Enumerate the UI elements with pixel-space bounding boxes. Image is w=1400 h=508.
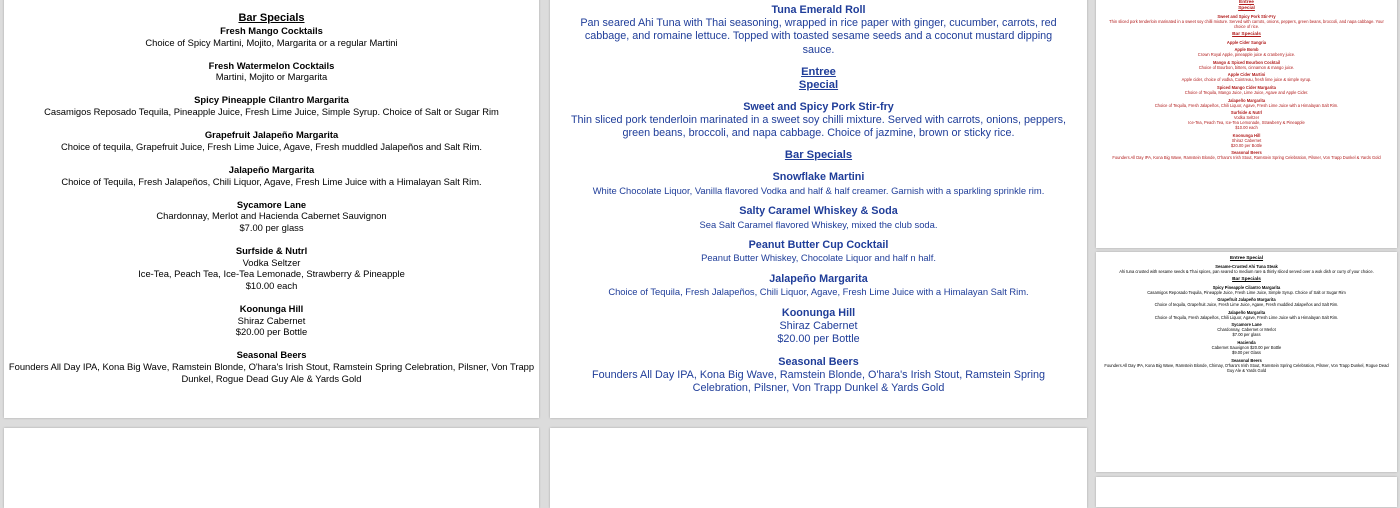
menu-item-desc: Casamigos Reposado Tequila, Pineapple Juice, Fresh Lime Juice, Simple Syrup. Choice of Salt or Sugar Rim: [1147, 289, 1346, 295]
menu-page-1: [4, 0, 539, 418]
entree-heading-line2: Special: [1238, 6, 1255, 11]
page-1-content: [4, 12, 539, 396]
menu-item: [4, 303, 539, 338]
menu-item-desc: Vodka Seltzer: [242, 256, 301, 268]
menu-item: [1104, 98, 1389, 108]
menu-item-name: Koonunga Hill: [1232, 132, 1261, 138]
menu-item-price: $10.00 each: [245, 280, 298, 292]
menu-item-desc: Vodka Seltzer: [1233, 115, 1260, 121]
bar-specials-list: [1104, 285, 1389, 373]
menu-item-name: Spicy Pineapple Cilantro Margarita: [1212, 284, 1281, 290]
page-2-content: [550, 4, 1087, 404]
bar-specials-list: [570, 171, 1067, 298]
menu-item-desc: Pan seared Ahi Tuna with Thai seasoning, wrapped in rice paper with ginger, cucumber, carrots, red cabbage, and romaine lettuce. Topped with toasted sesame seeds and a coconut mustard dipping sauce.: [580, 17, 1057, 56]
menu-item: [1104, 358, 1389, 373]
menu-item: [4, 60, 539, 83]
menu-item-name: Surfside & Nutrl: [1230, 110, 1263, 116]
menu-item-name: Seasonal Beers: [778, 355, 859, 368]
menu-item-name: Salty Caramel Whiskey & Soda: [739, 205, 898, 218]
menu-page-2: [550, 0, 1087, 418]
menu-item: [1104, 60, 1389, 70]
menu-item-desc: Thin sliced pork tenderloin marinated in a sweet soy chilli mixture. Served with carrots, onions, peppers, green beans, broccoli, and napa cabbage. Choice of jazmine, brown or sticky rice.: [570, 114, 1067, 140]
appetizer-list: [570, 4, 1067, 57]
menu-item-name: Sycamore Lane: [236, 198, 307, 210]
next-page-3: [1096, 477, 1397, 507]
entree-special-heading: [1104, 0, 1389, 12]
menu-item-name: Seasonal Beers: [236, 349, 307, 361]
bar-specials-list: [4, 25, 539, 385]
menu-item: [1104, 72, 1389, 82]
bar-specials-heading: Bar Specials: [1232, 276, 1261, 282]
bar-specials-heading: Bar Specials: [784, 149, 853, 162]
menu-item-name: Grapefruit Jalapeño Margarita: [1217, 297, 1276, 303]
menu-item: [4, 94, 539, 117]
menu-item: [4, 245, 539, 292]
menu-item-desc: Shiraz Cabernet: [779, 320, 858, 333]
entree-item: [1104, 264, 1389, 274]
menu-item-name: Apple Bomb: [1234, 47, 1259, 53]
page-3-content: [1096, 0, 1397, 163]
menu-item-desc: Casamigos Reposado Tequila, Pineapple Juice, Fresh Lime Juice, Simple Syrup. Choice of Salt or Sugar Rim: [44, 106, 499, 118]
menu-item: [4, 25, 539, 48]
menu-item-name: Jalapeño Margarita: [769, 273, 868, 286]
menu-item-desc: Martini, Mojito or Margarita: [215, 71, 328, 83]
menu-item: [1104, 340, 1389, 355]
menu-item-desc: Founders All Day IPA, Kona Big Wave, Ramstein Blonde, O'hara's Irish Stout, Ramstein Spring Celebration, Pilsner, Von Trapp Dunkel & Yards Gold: [1112, 155, 1381, 161]
menu-item: [1104, 40, 1389, 45]
menu-item: [570, 101, 1067, 141]
menu-item-price: $10.00 each: [1235, 125, 1258, 131]
menu-item-name: Surfside & Nutrl: [235, 244, 308, 256]
entree-desc: Ahi tuna crusted with sesame seeds & Thai spices, pan seared to medium rare & thinly sliced served over a wok dish or curry of your choice.: [1119, 269, 1374, 274]
menu-item-desc: Choice of tequila, Grapefruit Juice, Fresh Lime Juice, Agave, Fresh muddled Jalapeños and Salt Rim.: [60, 140, 483, 152]
menu-item: [1104, 297, 1389, 307]
bar-specials-list: [1104, 40, 1389, 161]
menu-item-desc: Founders All Day IPA, Kona Big Wave, Ramstein Blonde, O'hara's Irish Stout, Ramstein Spring Celebration, Pilsner, Von Trapp Dunkel, Rogue Dead Guy Ale & Yards Gold: [8, 361, 535, 384]
menu-item-name: Spicy Pineapple Cilantro Margarita: [194, 94, 349, 106]
menu-item-price: $20.00 per Bottle: [1230, 142, 1263, 148]
menu-page-4: [1096, 252, 1397, 472]
menu-item-name: Hacienda: [1237, 339, 1256, 345]
menu-item-desc: White Chocolate Liquor, Vanilla flavored Vodka and half & half creamer. Garnish with a sparkling sprinkle rim.: [592, 184, 1045, 196]
entree-desc: Thin sliced pork tenderloin marinated in a sweet soy chilli mixture. Served with carrots, onions, peppers, green beans, broccoli, and napa cabbage. Your choice of rice.: [1109, 19, 1384, 29]
menu-item-desc: Choice of Tequila, Fresh Jalapeños, Chili Liquor, Agave, Fresh Lime Juice with a Himalayan Salt Rim.: [608, 286, 1029, 298]
menu-item: [4, 164, 539, 187]
menu-item-price: $20.00 per Bottle: [777, 333, 860, 346]
menu-item: [570, 307, 1067, 347]
menu-item-desc: Shiraz Cabernet: [237, 314, 306, 326]
menu-item-name: Peanut Butter Cup Cocktail: [748, 239, 889, 252]
menu-item-desc: Crown Royal Apple, pineapple juice & cranberry juice.: [1197, 52, 1296, 58]
menu-item-name: Jalapeño Margarita: [1227, 309, 1266, 315]
menu-item-desc: Choice of Bourbon, bitters, cinnamon & mango juice.: [1198, 64, 1295, 70]
menu-item: [1104, 110, 1389, 130]
next-page-2: [550, 428, 1087, 508]
entree-heading-line1: Entree: [801, 65, 836, 78]
menu-item-name: Seasonal Beers: [1231, 357, 1262, 363]
menu-item-name: Koonunga Hill: [239, 303, 304, 315]
menu-item: [1104, 133, 1389, 148]
menu-item-name: Sweet and Spicy Pork Stir-fry: [743, 100, 894, 113]
menu-item-name: Fresh Mango Cocktails: [220, 25, 323, 36]
menu-item-price: $20.00 per Bottle: [235, 326, 308, 338]
menu-item-desc-extra: Ice-Tea, Peach Tea, Ice-Tea Lemonade, Strawberry & Pineapple: [1188, 120, 1305, 126]
menu-item-name: Grapefruit Jalapeño Margarita: [204, 129, 339, 141]
menu-item-desc: Choice of Tequila, Mango Juice, Lime Juice, Agave and Apple Cider.: [1184, 89, 1309, 95]
wine-beer-list: [570, 307, 1067, 395]
menu-item-name: Fresh Watermelon Cocktails: [208, 59, 335, 71]
menu-item: [4, 129, 539, 152]
menu-item-name: Jalapeño Margarita: [228, 163, 315, 175]
menu-item-desc: Chardonnay, Cabernet or Merlot: [1217, 327, 1276, 333]
menu-item-desc: Cabernet Sauvignon $20.00 per Bottle: [1211, 344, 1282, 350]
bar-specials-heading: Bar Specials: [1232, 31, 1261, 37]
menu-item: [570, 273, 1067, 298]
menu-item-desc: Founders All Day IPA, Kona Big Wave, Ramstein Blonde, O'hara's Irish Stout, Ramstein Spring Celebration, Pilsner, Von Trapp Dunkel & Yards Gold: [592, 368, 1045, 395]
bar-specials-heading: Bar Specials: [238, 12, 305, 24]
menu-item-name: Seasonal Beers: [1231, 150, 1262, 156]
menu-item-name: Tuna Emerald Roll: [771, 4, 866, 16]
entree-special-heading: [570, 66, 1067, 92]
menu-item-name: Koonunga Hill: [781, 307, 856, 320]
menu-item-desc: Shiraz Cabernet: [1231, 137, 1262, 143]
entree-name: Sweet and Spicy Pork Stir-Fry: [1217, 14, 1276, 19]
next-page-1: [4, 428, 539, 508]
menu-item: [570, 4, 1067, 57]
entree-name: Sesame-Crusted Ahi Tuna Steak: [1215, 264, 1278, 269]
menu-item: [1104, 47, 1389, 57]
menu-item-desc: Sea Salt Caramel flavored Whiskey, mixed the club soda.: [699, 218, 938, 230]
menu-item: [570, 171, 1067, 196]
entree-heading-line1: Entree: [1239, 0, 1254, 5]
entree-list: [570, 101, 1067, 141]
menu-item-price: $7.00 per glass: [1232, 332, 1261, 338]
menu-item-desc: Peanut Butter Whiskey, Chocolate Liquor and half n half.: [701, 252, 936, 264]
page-4-content: [1096, 256, 1397, 375]
menu-item: [1104, 85, 1389, 95]
menu-item-name: Sycamore Lane: [1231, 322, 1262, 328]
menu-item-name: Jalapeño Margarita: [1227, 97, 1266, 103]
menu-item: [570, 239, 1067, 264]
menu-item-name: Snowflake Martini: [772, 171, 865, 184]
menu-item: [570, 205, 1067, 230]
menu-item-desc: Chardonnay, Merlot and Hacienda Cabernet Sauvignon: [156, 210, 387, 222]
menu-item-desc: Choice of Tequila, Fresh Jalapeños, Chili Liquor, Agave, Fresh Lime Juice with a Himalayan Salt Rim.: [1154, 314, 1339, 320]
menu-item: [4, 199, 539, 234]
menu-item-name: Apple Cider Martini: [1227, 72, 1266, 78]
menu-item-desc: Choice of Spicy Martini, Mojito, Margarita or a regular Martini: [145, 36, 398, 48]
menu-item: [570, 356, 1067, 396]
menu-item-desc: Choice of tequila, Grapefruit Juice, Fresh Lime Juice, Agave, Fresh muddled Jalapeños and Salt Rim.: [1154, 302, 1339, 308]
entree-item: [1104, 14, 1389, 29]
menu-item-desc: Choice of Tequila, Fresh Jalapeños, Chili Liquor, Agave, Fresh Lime Juice with a Himalayan Salt Rim.: [1154, 102, 1339, 108]
menu-item: [1104, 322, 1389, 337]
entree-heading-line2: Special: [798, 78, 839, 91]
menu-item-name: Mango & Spiced Bourbon Cocktail: [1212, 59, 1281, 65]
menu-item-name: Spiced Mango Cider Margarita: [1217, 84, 1276, 90]
menu-item-price: $9.00 per Glass: [1232, 349, 1261, 355]
menu-page-3: [1096, 0, 1397, 248]
menu-item-desc: Founders All Day IPA, Kona Big Wave, Ramstein Blonde, Chimay, O'hara's Irish Stout, Ramstein Spring Celebration, Pilsner, Von Trapp Dunkel, Rogue Dead Guy Ale & Yards Gold: [1104, 362, 1389, 373]
menu-item: [4, 349, 539, 384]
entree-special-heading: Entree Special: [1229, 256, 1264, 261]
menu-item-name: Apple Cider Sangria: [1226, 39, 1267, 45]
menu-item: [1104, 285, 1389, 295]
menu-item-desc: Apple cider, choice of vodka, Cointreau, fresh lime juice & simple syrup.: [1181, 77, 1312, 83]
menu-item-desc-extra: Ice-Tea, Peach Tea, Ice-Tea Lemonade, Strawberry & Pineapple: [138, 268, 405, 280]
menu-item-desc: Choice of Tequila, Fresh Jalapeños, Chili Liquor, Agave, Fresh Lime Juice with a Himalayan Salt Rim.: [61, 175, 482, 187]
menu-item: [1104, 310, 1389, 320]
menu-item-price: $7.00 per glass: [239, 221, 304, 233]
menu-item: [1104, 150, 1389, 160]
